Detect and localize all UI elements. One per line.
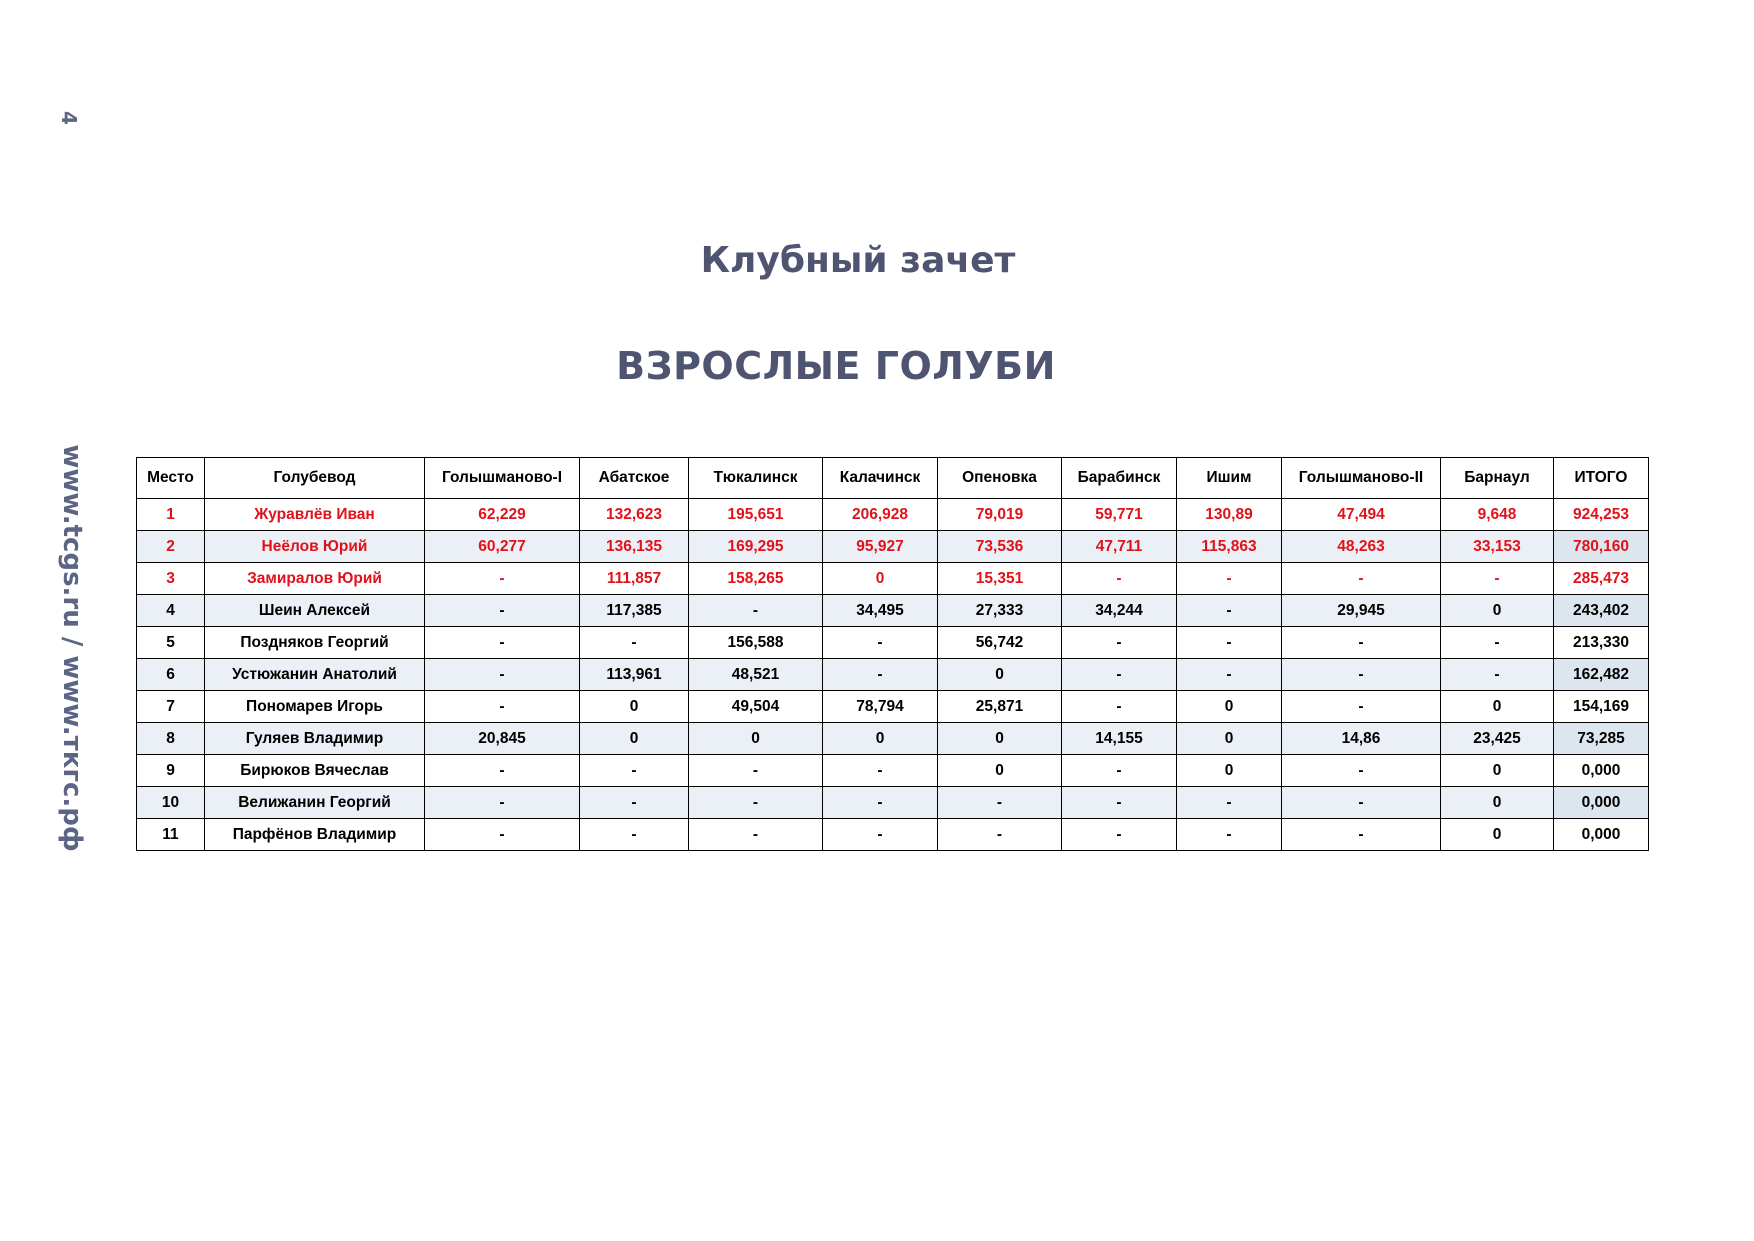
cell-fancier: Неёлов Юрий xyxy=(205,531,425,563)
cell-golyshmanovo-2: - xyxy=(1282,627,1441,659)
cell-golyshmanovo-2: 48,263 xyxy=(1282,531,1441,563)
cell-fancier: Журавлёв Иван xyxy=(205,499,425,531)
table-row xyxy=(137,531,1649,563)
cell-barabinsk: - xyxy=(1062,787,1177,819)
page-number: 4 xyxy=(56,111,81,125)
cell-openovka: 56,742 xyxy=(938,627,1062,659)
cell-total: 0,000 xyxy=(1554,787,1649,819)
cell-place: 10 xyxy=(137,787,205,819)
cell-place: 9 xyxy=(137,755,205,787)
cell-golyshmanovo-2: - xyxy=(1282,563,1441,595)
cell-ishim: - xyxy=(1177,563,1282,595)
table-header-row xyxy=(137,458,1649,499)
table-row xyxy=(137,595,1649,627)
cell-ishim: - xyxy=(1177,659,1282,691)
cell-openovka: 79,019 xyxy=(938,499,1062,531)
cell-barnaul: 9,648 xyxy=(1441,499,1554,531)
cell-barabinsk: - xyxy=(1062,627,1177,659)
cell-golyshmanovo-2: - xyxy=(1282,819,1441,851)
table-row xyxy=(137,755,1649,787)
cell-abatskoe: 113,961 xyxy=(580,659,689,691)
cell-total: 285,473 xyxy=(1554,563,1649,595)
cell-tyukalinsk: - xyxy=(689,595,823,627)
table-row xyxy=(137,563,1649,595)
cell-openovka: 0 xyxy=(938,755,1062,787)
table-row xyxy=(137,787,1649,819)
cell-place: 5 xyxy=(137,627,205,659)
cell-barnaul: - xyxy=(1441,659,1554,691)
cell-total: 154,169 xyxy=(1554,691,1649,723)
cell-openovka: 0 xyxy=(938,723,1062,755)
cell-kalachinsk: - xyxy=(823,819,938,851)
header-fancier: Голубевод xyxy=(205,458,425,499)
cell-total: 0,000 xyxy=(1554,819,1649,851)
cell-barabinsk: - xyxy=(1062,563,1177,595)
cell-fancier: Замиралов Юрий xyxy=(205,563,425,595)
cell-kalachinsk: - xyxy=(823,627,938,659)
table-row xyxy=(137,819,1649,851)
table-row xyxy=(137,691,1649,723)
cell-total: 73,285 xyxy=(1554,723,1649,755)
cell-golyshmanovo-2: - xyxy=(1282,755,1441,787)
header-tyukalinsk: Тюкалинск xyxy=(689,458,823,499)
cell-fancier: Бирюков Вячеслав xyxy=(205,755,425,787)
cell-golyshmanovo-1: - xyxy=(425,787,580,819)
header-golyshmanovo-1: Голышманово-I xyxy=(425,458,580,499)
cell-fancier: Шеин Алексей xyxy=(205,595,425,627)
cell-golyshmanovo-2: 14,86 xyxy=(1282,723,1441,755)
cell-tyukalinsk: - xyxy=(689,819,823,851)
cell-abatskoe: 136,135 xyxy=(580,531,689,563)
cell-barabinsk: 34,244 xyxy=(1062,595,1177,627)
cell-barabinsk: - xyxy=(1062,819,1177,851)
header-abatskoe: Абатское xyxy=(580,458,689,499)
cell-golyshmanovo-1: - xyxy=(425,627,580,659)
cell-place: 4 xyxy=(137,595,205,627)
header-openovka: Опеновка xyxy=(938,458,1062,499)
cell-barnaul: - xyxy=(1441,627,1554,659)
cell-ishim: - xyxy=(1177,595,1282,627)
cell-golyshmanovo-2: 29,945 xyxy=(1282,595,1441,627)
cell-barabinsk: 14,155 xyxy=(1062,723,1177,755)
table-row xyxy=(137,627,1649,659)
cell-golyshmanovo-2: - xyxy=(1282,659,1441,691)
cell-place: 6 xyxy=(137,659,205,691)
cell-barnaul: 33,153 xyxy=(1441,531,1554,563)
cell-place: 2 xyxy=(137,531,205,563)
cell-place: 8 xyxy=(137,723,205,755)
header-golyshmanovo-2: Голышманово-II xyxy=(1282,458,1441,499)
cell-openovka: 0 xyxy=(938,659,1062,691)
header-barabinsk: Барабинск xyxy=(1062,458,1177,499)
cell-golyshmanovo-1: 62,229 xyxy=(425,499,580,531)
cell-barnaul: 23,425 xyxy=(1441,723,1554,755)
cell-tyukalinsk: 156,588 xyxy=(689,627,823,659)
cell-total: 924,253 xyxy=(1554,499,1649,531)
cell-total: 243,402 xyxy=(1554,595,1649,627)
cell-abatskoe: 0 xyxy=(580,691,689,723)
cell-tyukalinsk: 49,504 xyxy=(689,691,823,723)
cell-kalachinsk: - xyxy=(823,787,938,819)
cell-abatskoe: - xyxy=(580,819,689,851)
section-subtitle: ВЗРОСЛЫЕ ГОЛУБИ xyxy=(616,344,1056,388)
cell-golyshmanovo-1: - xyxy=(425,659,580,691)
cell-tyukalinsk: 158,265 xyxy=(689,563,823,595)
cell-fancier: Парфёнов Владимир xyxy=(205,819,425,851)
cell-fancier: Пономарев Игорь xyxy=(205,691,425,723)
cell-barnaul: 0 xyxy=(1441,691,1554,723)
cell-place: 7 xyxy=(137,691,205,723)
cell-kalachinsk: - xyxy=(823,755,938,787)
cell-golyshmanovo-2: - xyxy=(1282,691,1441,723)
header-barnaul: Барнаул xyxy=(1441,458,1554,499)
cell-openovka: 27,333 xyxy=(938,595,1062,627)
cell-golyshmanovo-1: - xyxy=(425,691,580,723)
cell-barnaul: 0 xyxy=(1441,819,1554,851)
cell-barnaul: - xyxy=(1441,563,1554,595)
cell-abatskoe: 0 xyxy=(580,723,689,755)
cell-golyshmanovo-1: 60,277 xyxy=(425,531,580,563)
cell-tyukalinsk: 0 xyxy=(689,723,823,755)
cell-tyukalinsk: - xyxy=(689,787,823,819)
cell-kalachinsk: 34,495 xyxy=(823,595,938,627)
cell-barnaul: 0 xyxy=(1441,787,1554,819)
cell-barnaul: 0 xyxy=(1441,755,1554,787)
cell-openovka: - xyxy=(938,787,1062,819)
cell-kalachinsk: 0 xyxy=(823,723,938,755)
cell-tyukalinsk: 195,651 xyxy=(689,499,823,531)
cell-abatskoe: - xyxy=(580,755,689,787)
cell-barabinsk: - xyxy=(1062,659,1177,691)
cell-golyshmanovo-1: - xyxy=(425,595,580,627)
cell-barabinsk: - xyxy=(1062,755,1177,787)
table-row xyxy=(137,499,1649,531)
cell-openovka: 73,536 xyxy=(938,531,1062,563)
standings-table xyxy=(136,457,1649,851)
cell-barabinsk: 59,771 xyxy=(1062,499,1177,531)
cell-total: 162,482 xyxy=(1554,659,1649,691)
cell-abatskoe: - xyxy=(580,627,689,659)
cell-fancier: Гуляев Владимир xyxy=(205,723,425,755)
cell-kalachinsk: - xyxy=(823,659,938,691)
cell-golyshmanovo-2: - xyxy=(1282,787,1441,819)
cell-place: 1 xyxy=(137,499,205,531)
cell-tyukalinsk: 169,295 xyxy=(689,531,823,563)
cell-kalachinsk: 78,794 xyxy=(823,691,938,723)
cell-abatskoe: 111,857 xyxy=(580,563,689,595)
cell-place: 3 xyxy=(137,563,205,595)
cell-total: 213,330 xyxy=(1554,627,1649,659)
cell-ishim: - xyxy=(1177,819,1282,851)
cell-total: 0,000 xyxy=(1554,755,1649,787)
cell-ishim: 0 xyxy=(1177,723,1282,755)
cell-ishim: 115,863 xyxy=(1177,531,1282,563)
cell-fancier: Устюжанин Анатолий xyxy=(205,659,425,691)
cell-ishim: 130,89 xyxy=(1177,499,1282,531)
side-website-urls: www.tcgs.ru / www.ткгс.рф xyxy=(57,444,87,852)
cell-kalachinsk: 95,927 xyxy=(823,531,938,563)
cell-golyshmanovo-1: - xyxy=(425,819,580,851)
cell-abatskoe: 117,385 xyxy=(580,595,689,627)
cell-total: 780,160 xyxy=(1554,531,1649,563)
cell-abatskoe: - xyxy=(580,787,689,819)
header-place: Место xyxy=(137,458,205,499)
cell-golyshmanovo-1: - xyxy=(425,755,580,787)
table-row xyxy=(137,723,1649,755)
cell-openovka: - xyxy=(938,819,1062,851)
cell-golyshmanovo-1: - xyxy=(425,563,580,595)
cell-fancier: Поздняков Георгий xyxy=(205,627,425,659)
header-ishim: Ишим xyxy=(1177,458,1282,499)
cell-ishim: - xyxy=(1177,627,1282,659)
cell-ishim: 0 xyxy=(1177,691,1282,723)
cell-tyukalinsk: 48,521 xyxy=(689,659,823,691)
cell-barnaul: 0 xyxy=(1441,595,1554,627)
header-total: ИТОГО xyxy=(1554,458,1649,499)
header-kalachinsk: Калачинск xyxy=(823,458,938,499)
cell-barabinsk: - xyxy=(1062,691,1177,723)
cell-barabinsk: 47,711 xyxy=(1062,531,1177,563)
cell-openovka: 15,351 xyxy=(938,563,1062,595)
cell-kalachinsk: 0 xyxy=(823,563,938,595)
table-row xyxy=(137,659,1649,691)
cell-kalachinsk: 206,928 xyxy=(823,499,938,531)
cell-openovka: 25,871 xyxy=(938,691,1062,723)
cell-fancier: Велижанин Георгий xyxy=(205,787,425,819)
page-title: Клубный зачет xyxy=(700,240,1016,281)
cell-golyshmanovo-2: 47,494 xyxy=(1282,499,1441,531)
cell-golyshmanovo-1: 20,845 xyxy=(425,723,580,755)
cell-ishim: 0 xyxy=(1177,755,1282,787)
cell-ishim: - xyxy=(1177,787,1282,819)
cell-tyukalinsk: - xyxy=(689,755,823,787)
cell-place: 11 xyxy=(137,819,205,851)
cell-abatskoe: 132,623 xyxy=(580,499,689,531)
